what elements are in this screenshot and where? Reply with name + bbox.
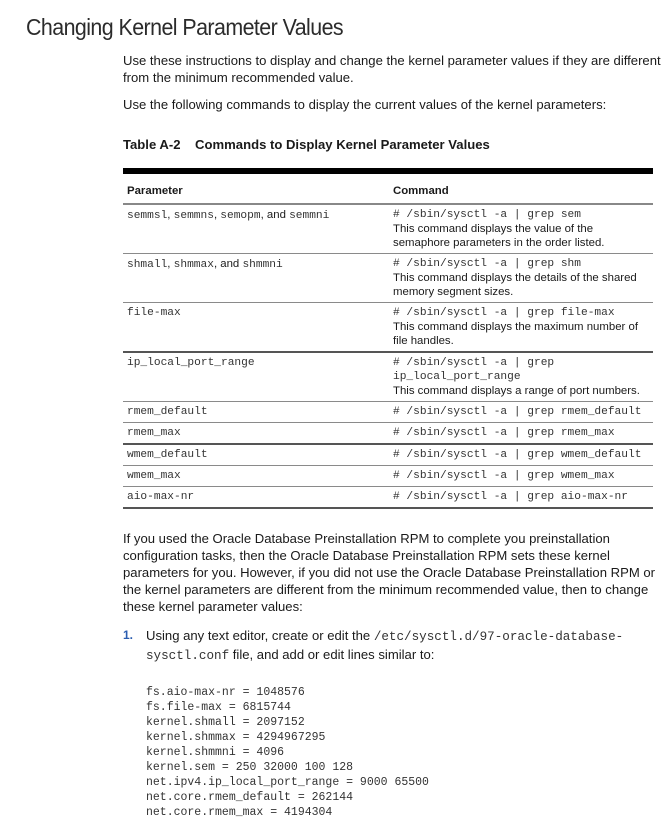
code-line: net.ipv4.ip_local_port_range = 9000 65500 (146, 776, 429, 789)
param-cell: file-max (123, 303, 389, 353)
step-number: 1. (123, 628, 134, 642)
param-semmsl: semmsl (127, 210, 168, 222)
command-description: This command displays the value of the semaphore parameters in the order listed. (393, 223, 605, 249)
command-cell (389, 303, 653, 353)
command-description: This command displays the details of the shared memory segment sizes. (393, 272, 637, 298)
code-line: kernel.shmall = 2097152 (146, 716, 305, 729)
command-text-line2: ip_local_port_range (393, 371, 521, 383)
param-cell: aio-max-nr (123, 487, 389, 509)
command-description: This command displays a range of port numbers. (393, 385, 640, 397)
code-line: kernel.shmmax = 4294967295 (146, 731, 326, 744)
param-cell: wmem_default (123, 444, 389, 466)
command-cell (389, 352, 653, 402)
separator: , (167, 209, 174, 221)
separator: , (167, 258, 174, 270)
command-text: # /sbin/sysctl -a | grep aio-max-nr (393, 491, 628, 503)
command-text-line1: # /sbin/sysctl -a | grep (393, 357, 555, 369)
file-path: /etc/sysctl.d/97-oracle-database-sysctl.conf (146, 630, 624, 663)
command-text: # /sbin/sysctl -a | grep shm (393, 258, 581, 270)
command-text: # /sbin/sysctl -a | grep wmem_default (393, 449, 642, 461)
header-command: Command (389, 171, 653, 204)
table-caption (123, 136, 663, 153)
param-cell: rmem_default (123, 402, 389, 423)
intro-paragraph: Use these instructions to display and change the kernel parameter values if they are different from the minimum recommended value. (123, 53, 661, 85)
param-cell (123, 254, 389, 303)
separator: , and (213, 258, 243, 270)
table-row (123, 204, 653, 254)
table-row (123, 303, 653, 353)
param-cell: wmem_max (123, 466, 389, 487)
code-line: kernel.sem = 250 32000 100 128 (146, 761, 354, 774)
table-caption-title: Commands to Display Kernel Parameter Values (195, 137, 490, 152)
table-header-row (123, 171, 653, 204)
code-line: net.core.rmem_max = 4194304 (146, 806, 333, 819)
param-semmni: semmni (289, 210, 330, 222)
command-text: # /sbin/sysctl -a | grep sem (393, 209, 581, 221)
param-semmns: semmns (173, 210, 214, 222)
header-parameter: Parameter (123, 171, 389, 204)
command-text: # /sbin/sysctl -a | grep wmem_max (393, 470, 615, 482)
table-row (123, 444, 653, 466)
step-text-before: Using any text editor, create or edit the (146, 628, 374, 643)
separator: , and (260, 209, 290, 221)
preinstallation-paragraph: If you used the Oracle Database Preinstallation RPM to complete you preinstallation configuration tasks, then the Oracle Database Preinstallation RPM sets these kernel parameters for you. However, if you did not use the Oracle Database Preinstallation RPM or the kernel parameters are different from the minimum recommended value, then to change these kernel parameter values: (123, 531, 656, 614)
command-cell (389, 423, 653, 445)
param-cell: rmem_max (123, 423, 389, 445)
param-shmmax: shmmax (173, 259, 214, 271)
code-line: fs.file-max = 6815744 (146, 701, 291, 714)
code-block (146, 685, 663, 820)
command-cell (389, 402, 653, 423)
command-cell (389, 466, 653, 487)
table-row (123, 466, 653, 487)
content-body (123, 52, 663, 820)
command-cell (389, 254, 653, 303)
param-shmmni: shmmni (242, 259, 283, 271)
command-text: # /sbin/sysctl -a | grep rmem_default (393, 406, 642, 418)
table-row (123, 254, 653, 303)
command-text: # /sbin/sysctl -a | grep file-max (393, 307, 615, 319)
table-caption-number: Table A-2 (123, 137, 181, 152)
separator: , (213, 209, 221, 221)
page-title: Changing Kernel Parameter Values (26, 14, 344, 40)
param-cell: ip_local_port_range (123, 352, 389, 402)
param-semopm: semopm (220, 210, 261, 222)
command-cell (389, 487, 653, 509)
code-line: net.core.rmem_default = 262144 (146, 791, 354, 804)
step-text-after: file, and add or edit lines similar to: (229, 647, 435, 662)
param-shmall: shmall (127, 259, 168, 271)
param-cell (123, 204, 389, 254)
table-row (123, 352, 653, 402)
command-text: # /sbin/sysctl -a | grep rmem_max (393, 427, 615, 439)
command-description: This command displays the maximum number of file handles. (393, 321, 638, 347)
command-cell (389, 204, 653, 254)
kernel-parameters-table (123, 168, 653, 509)
intro-commands-paragraph: Use the following commands to display the current values of the kernel parameters: (123, 97, 607, 112)
code-line: fs.aio-max-nr = 1048576 (146, 686, 305, 699)
step-1 (123, 627, 663, 665)
command-cell (389, 444, 653, 466)
table-row (123, 402, 653, 423)
table-row (123, 423, 653, 445)
table-row (123, 487, 653, 509)
code-line: kernel.shmmni = 4096 (146, 746, 285, 759)
